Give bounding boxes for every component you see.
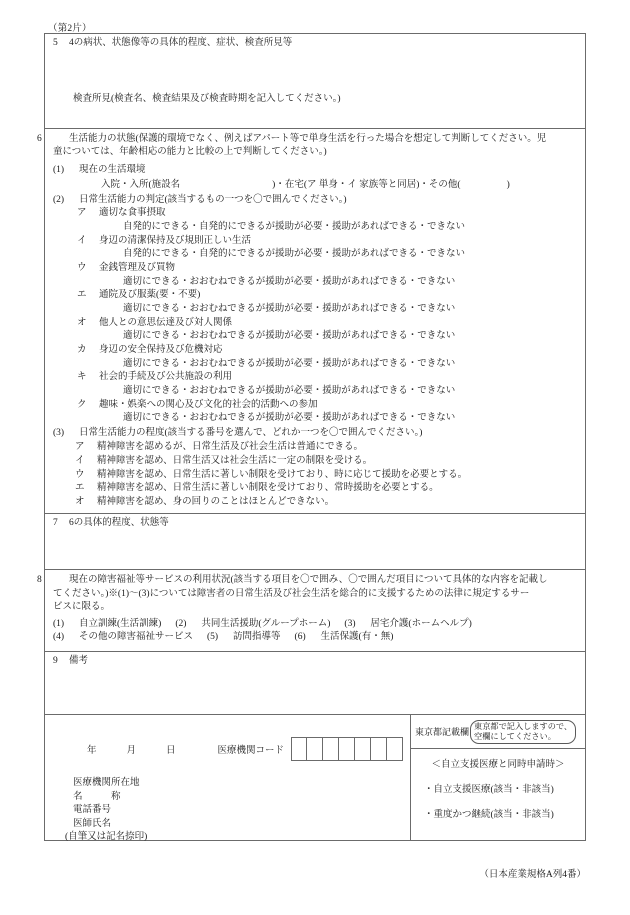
ability-item-options[interactable]: 自発的にできる・自発的にできるが援助が必要・援助があればできる・できない	[123, 221, 466, 232]
section-7-title: 6の具体的程度、状態等	[69, 518, 169, 529]
service-option-number: (2)	[175, 618, 187, 629]
tokyo-callout-line1: 東京都で記入しますので、	[474, 721, 573, 731]
ability-item-kana: イ	[77, 235, 87, 246]
ability-item	[45, 317, 585, 344]
tokyo-entry-body	[411, 749, 585, 840]
ability-item	[45, 262, 585, 289]
ability-item-options[interactable]: 適切にできる・おおむねできるが援助が必要・援助があればできる・できない	[123, 303, 456, 314]
daily-ability-item-list	[45, 207, 585, 426]
address-line[interactable]: 電話番号	[73, 805, 112, 816]
section-8-number: 8	[37, 575, 42, 586]
service-option-number: (5)	[207, 632, 219, 643]
degree-item-label: 精神障害を認め、日常生活に著しい制限を受けており、時に応じて援助を必要とする。	[97, 469, 468, 480]
address-line[interactable]: 名 称	[73, 791, 121, 802]
section-6-sub2-label: (2)	[53, 194, 65, 205]
section-8-title-line2: てください。)※(1)～(3)については障害者の日常生活及び社会生活を総合的に支援するための法律に規定するサー	[53, 588, 530, 599]
month-label: 月	[126, 746, 137, 757]
section-8-heading	[37, 570, 585, 617]
ability-item-kana: エ	[77, 290, 87, 301]
code-cell[interactable]	[371, 737, 387, 761]
code-cell[interactable]	[355, 737, 371, 761]
service-option-label[interactable]: 自立訓練(生活訓練)	[79, 618, 162, 629]
tokyo-entry-label: 東京都記載欄	[415, 727, 470, 738]
form-frame	[37, 33, 586, 843]
section-8-title-line3: ビスに限る。	[53, 602, 111, 613]
degree-item[interactable]	[45, 469, 585, 483]
section-8-title-line1-wrap	[37, 574, 577, 587]
ability-item-kana: カ	[77, 344, 87, 355]
ability-item-kana: ア	[77, 208, 87, 219]
tokyo-bullet-2[interactable]: ・重度かつ継続(該当・非該当)	[424, 810, 554, 821]
degree-item[interactable]	[45, 482, 585, 496]
ability-item-options[interactable]: 適切にできる・おおむねできるが援助が必要・援助があればできる・できない	[123, 386, 456, 396]
medical-institution-code-label: 医療機関コード	[217, 746, 285, 757]
degree-item-kana: ア	[75, 441, 85, 452]
section-6-number: 6	[37, 134, 42, 144]
service-option-number: (6)	[294, 632, 306, 643]
medical-institution-address-block	[65, 777, 147, 844]
code-cell[interactable]	[291, 737, 307, 761]
ability-item-options[interactable]: 自発的にできる・自発的にできるが援助が必要・援助があればできる・できない	[123, 249, 466, 260]
living-env-facility-label: 入院・入所(施設名	[101, 179, 181, 190]
ability-item	[45, 289, 585, 316]
ability-item	[45, 399, 585, 426]
degree-item-label: 精神障害を認め、身の回りのことはほとんどできない。	[97, 497, 335, 508]
degree-item[interactable]	[45, 496, 585, 510]
living-env-close-paren: )	[506, 179, 510, 190]
ability-item-kana: ウ	[77, 262, 87, 273]
ability-item-options[interactable]: 適切にできる・おおむねできるが援助が必要・援助があればできる・できない	[123, 276, 456, 287]
section-9	[45, 652, 585, 715]
address-line[interactable]: 医師氏名	[73, 818, 112, 829]
section-6-title-line1-wrap	[37, 133, 577, 146]
section-9-title: 備考	[69, 656, 89, 667]
service-option-number: (1)	[53, 618, 65, 629]
tokyo-callout-line2: 空欄にしてください。	[474, 731, 556, 741]
tokyo-bullet-1[interactable]: ・自立支援医療(該当・非該当)	[424, 785, 554, 796]
ability-item	[45, 207, 585, 234]
degree-item-label: 精神障害を認め、日常生活に著しい制限を受けており、常時援助を必要とする。	[97, 483, 439, 494]
degree-item[interactable]	[45, 455, 585, 469]
service-option-label[interactable]: 居宅介護(ホームヘルプ)	[370, 618, 472, 629]
section-6-sub1-heading	[45, 163, 585, 178]
code-cell[interactable]	[387, 737, 403, 761]
service-options-row-1	[45, 618, 585, 632]
ability-item	[45, 344, 585, 371]
degree-item-kana: エ	[75, 483, 85, 494]
section-5-heading	[45, 34, 585, 49]
ability-item-label: 適切な食事摂取	[99, 208, 166, 219]
ability-item-options[interactable]: 適切にできる・おおむねできるが援助が必要・援助があればできる・できない	[123, 331, 456, 342]
section-6-heading	[37, 129, 585, 163]
section-7	[45, 514, 585, 570]
ability-item-kana: ク	[77, 399, 87, 410]
service-option-label[interactable]: 共同生活援助(グループホーム)	[201, 618, 331, 629]
section-6	[37, 129, 585, 514]
date-and-code-row	[45, 737, 411, 761]
degree-item-kana: オ	[75, 497, 85, 508]
section-6-sub1-title: 現在の生活環境	[79, 164, 146, 175]
service-option-label[interactable]: 生活保護(有・無)	[320, 632, 394, 643]
medical-institution-code-boxes[interactable]	[291, 737, 403, 761]
section-5-title: 4の病状、状態像等の具体的程度、症状、検査所見等	[69, 38, 293, 48]
service-option-number: (3)	[344, 618, 356, 629]
ability-item-label: 他人との意思伝達及び対人関係	[99, 317, 233, 328]
section-6-living-environment-row	[45, 178, 585, 193]
degree-item-label: 精神障害を認めるが、日常生活及び社会生活は普通にできる。	[97, 441, 364, 452]
ability-item-label: 身辺の清潔保持及び規則正しい生活	[99, 235, 252, 246]
tokyo-entry-pane	[411, 715, 585, 840]
signature-block	[45, 715, 585, 843]
address-line[interactable]: 医療機関所在地	[73, 778, 140, 789]
ability-item-options[interactable]: 適切にできる・おおむねできるが援助が必要・援助があればできる・できない	[123, 358, 456, 369]
ability-item-options[interactable]: 適切にできる・おおむねできるが援助が必要・援助があればできる・できない	[123, 413, 456, 424]
ability-item-label: 身辺の安全保持及び危機対応	[99, 344, 223, 355]
ability-item-kana: オ	[77, 317, 87, 328]
section-6-sub2-heading	[45, 193, 585, 208]
daily-ability-degree-list	[45, 441, 585, 510]
day-label: 日	[166, 746, 176, 757]
section-9-heading	[45, 652, 585, 667]
section-7-heading	[45, 514, 585, 529]
section-6-sub3-label: (3)	[53, 428, 65, 439]
degree-item-kana: ウ	[75, 469, 85, 480]
tokyo-entry-callout	[470, 720, 576, 744]
ability-item	[45, 371, 585, 398]
section-5-subline: 検査所見(検査名、検査結果及び検査時期を記入してください。)	[73, 94, 341, 104]
ability-item-label: 通院及び服薬(要・不要)	[99, 290, 201, 301]
service-option-number: (4)	[53, 632, 65, 643]
section-8	[37, 570, 585, 652]
section-6-sub2-title: 日常生活能力の判定(該当するもの一つを〇で囲んでください。)	[79, 194, 347, 205]
living-env-home-label: )・在宅(ア 単身・イ 家族等と同居)・その他(	[272, 179, 461, 190]
address-line[interactable]: (自筆又は記名捺印)	[65, 832, 148, 843]
sheet-label: （第2片）	[48, 24, 92, 34]
degree-item-kana: イ	[75, 455, 85, 466]
section-6-title-line1: 生活能力の状態(保護的環境でなく、例えばアパート等で単身生活を行った場合を想定して判断してください。児	[69, 134, 547, 144]
service-option-label[interactable]: その他の障害福祉サービス	[79, 632, 194, 643]
section-9-number: 9	[53, 656, 58, 667]
tokyo-body-header: ＜自立支援医療と同時申請時＞	[431, 760, 565, 771]
section-6-sub1-label: (1)	[53, 164, 65, 175]
service-options-row-2	[45, 631, 585, 645]
code-cell[interactable]	[323, 737, 339, 761]
ability-item-kana: キ	[77, 372, 87, 383]
degree-item[interactable]	[45, 441, 585, 455]
ability-item-label: 金銭管理及び買物	[99, 262, 176, 273]
ability-item-label: 趣味・娯楽への関心及び文化的社会的活動への参加	[99, 399, 318, 410]
code-cell[interactable]	[307, 737, 323, 761]
degree-item-label: 精神障害を認め、日常生活又は社会生活に一定の制限を受ける。	[97, 455, 373, 466]
section-5	[45, 34, 585, 129]
section-6-title-line2: 童については、年齢相応の能力と比較の上で判断してください。)	[53, 147, 327, 158]
ability-item	[45, 235, 585, 262]
section-5-number: 5	[53, 38, 58, 48]
signature-left-pane	[45, 715, 411, 843]
year-label: 年	[87, 746, 97, 757]
section-6-sub3-title: 日常生活能力の程度(該当する番号を選んで、どれか一つを〇で囲んでください。)	[79, 428, 423, 439]
ability-item-label: 社会的手続及び公共施設の利用	[99, 372, 233, 383]
paper-size-note: （日本産業規格A列4番）	[479, 870, 586, 880]
section-7-number: 7	[53, 518, 58, 529]
tokyo-entry-header	[411, 715, 585, 749]
section-8-title-line1: 現在の障害福祉等サービスの利用状況(該当する項目を〇で囲み、〇で囲んだ項目について具体的な内容を記載し	[69, 575, 548, 586]
code-cell[interactable]	[339, 737, 355, 761]
service-option-label[interactable]: 訪問指導等	[233, 632, 281, 643]
section-6-sub3-heading	[45, 426, 585, 441]
